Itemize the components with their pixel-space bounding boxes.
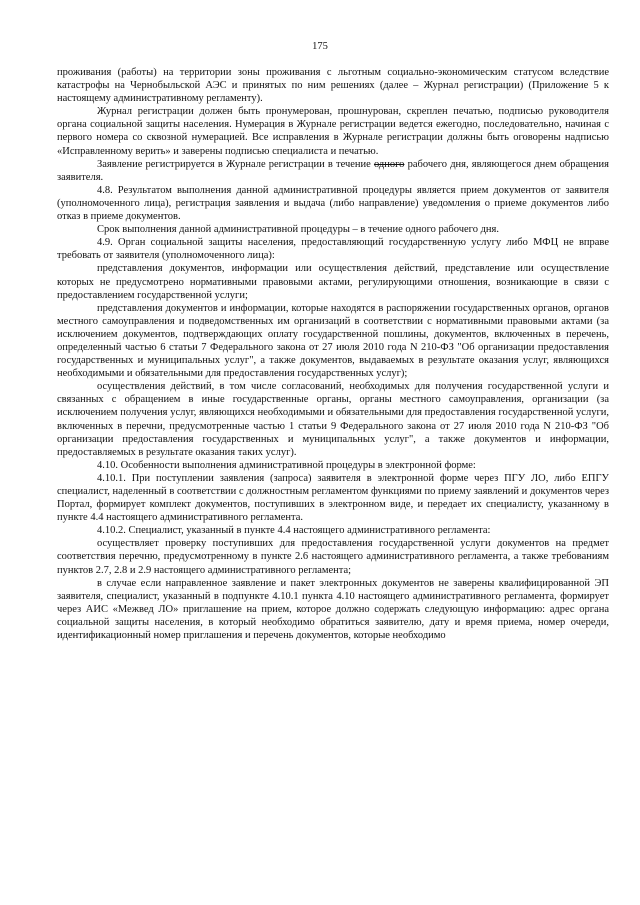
paragraph-list-item-2: представления документов и информации, которые находятся в распоряжении государственных органов, органов местного самоуправления и подведомственных им организаций в соответствии с нормативными правовыми актами (за исключением документов, подтверждающих оплату государственной пошлины, документов, включенных в перечень, определенный частью 6 статьи 7 Федерального закона от 27 июля 2010 года N 210-ФЗ "Об организации предоставления государственных и муниципальных услуг", а также документов, выдаваемых в результате оказания услуг, являющихся необходимыми и обязательными для предоставления государственных услуг); [57, 302, 609, 380]
struck-word: одного [373, 158, 405, 170]
paragraph-4-9: 4.9. Орган социальной защиты населения, предоставляющий государственную услугу либо МФЦ не вправе требовать от заявителя (уполномоченного лица): [57, 237, 609, 262]
paragraph-4-10-1: 4.10.1. При поступлении заявления (запроса) заявителя в электронной форме через ПГУ ЛО, либо ЕПГУ специалист, наделенный в соответствии с должностным регламентом функциями по приему заявлений и документов через Портал, формирует комплект документов, поступивших в электронном виде, и передает их специалисту, указанному в пункте 4.4 настоящего административного регламента. [57, 472, 609, 524]
paragraph-continuation: проживания (работы) на территории зоны проживания с льготным социально-экономическим статусом вследствие катастрофы на Чернобыльской АЭС и принятых по ним решениях (далее – Журнал регистрации) (Приложение 5 к настоящему административному регламенту). [57, 67, 609, 105]
paragraph-journal-requirements: Журнал регистрации должен быть пронумерован, прошнурован, скреплен печатью, подписью руководителя органа социальной защиты населения. Нумерация в Журнале регистрации ведется ежегодно, последовательно, начиная с первого номера со сквозной нумерацией. Все исправления в Журнале регистрации должны быть оговорены надписью «Исправленному верить» и заверены подписью специалиста и печатью. [57, 106, 609, 157]
paragraph-invitation: в случае если направленное заявление и пакет электронных документов не заверены квалифицированной ЭП заявителя, специалист, указанный в подпункте 4.10.1 пункта 4.10 настоящего административного регламента, формирует через АИС «Межвед ЛО» приглашение на прием, которое должно содержать следующую информацию: адрес органа социальной защиты населения, в который необходимо обратиться заявителю, дату и время приема, номер очереди, идентификационный номер приглашения и перечень документов, которые необходимо [57, 577, 609, 642]
page-number: 175 [312, 41, 328, 52]
document-body [57, 66, 609, 642]
text-after-strike: рабочего дня, являющегося днем обращения заявителя. [57, 158, 609, 183]
paragraph-term: Срок выполнения данной административной процедуры – в течение одного рабочего дня. [97, 224, 499, 236]
paragraph-list-item-3: осуществления действий, в том числе согласований, необходимых для получения государственной услуги и связанных с обращением в иные государственные органы, органы местного самоуправления, организации (за исключением получения услуг, являющихся необходимыми и обязательными для предоставления государственной услуги, включенных в перечни, предусмотренные частью 1 статьи 9 Федерального закона от 27 июля 2010 года N 210-ФЗ "Об организации предоставления государственных и муниципальных услуг", а также документов и информации, предоставляемых в результате оказания таких услуг). [57, 381, 609, 458]
paragraph-list-item-1: представления документов, информации или осуществления действий, представление или осуществление которых не предусмотрено нормативными правовыми актами, регулирующими отношения, возникающие в связи с предоставлением государственной услуги; [57, 263, 609, 301]
paragraph-check-documents: осуществляет проверку поступивших для предоставления государственной услуги документов на предмет соответствия перечню, предусмотренному в пункте 2.6 настоящего административного регламента, а также требованиям пунктов 2.7, 2.8 и 2.9 настоящего административного регламента; [57, 538, 609, 576]
paragraph-4-10: 4.10. Особенности выполнения административной процедуры в электронной форме: [97, 459, 476, 471]
paragraph-registration-term [57, 158, 609, 184]
paragraph-4-10-2: 4.10.2. Специалист, указанный в пункте 4.4 настоящего административного регламента: [97, 525, 491, 537]
text-before-strike: Заявление регистрируется в Журнале регистрации в течение [97, 158, 374, 170]
paragraph-4-8: 4.8. Результатом выполнения данной административной процедуры является прием документов от заявителя (уполномоченного лица), регистрация заявления и выдача (либо направление) уведомления о приеме документов либо отказ в приеме документов. [57, 184, 609, 223]
